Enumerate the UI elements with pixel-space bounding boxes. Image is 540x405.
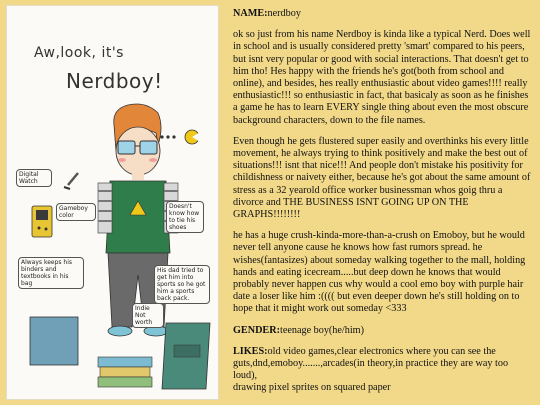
name-line (233, 8, 531, 20)
note-gameboy-color: Gameboy color (56, 203, 96, 221)
shirt (106, 181, 170, 253)
binder-icon (30, 317, 78, 365)
likes-continued: drawing pixel sprites on squared paper (233, 382, 391, 394)
drawing-title-line2: Nerdboy! (66, 69, 163, 93)
note-always-keeps: Always keeps his binders and textbooks in his bag (18, 257, 84, 289)
bio-paragraph-3: he has a huge crush-kinda-more-than-a-crush on Emoboy, but he would never tell anyone cause he knows how fast rumors spread. he wishes(fantasizes) about someday walking together to the mall, holding hands and eating icecream.....but deep down he knows that would probably never happen cus why would a cool emo boy with purple hair date a loser like him :(((( but even deeper down he's still holding on to hope that it might work out someday <333 (233, 230, 526, 315)
gender-value: teenage boy(he/him) (279, 324, 364, 336)
bio-paragraph-2: Even though he gets flustered super easily and overthinks his every little movement, he always trying to think positively and make the best out of situations!!! isnt that nice!!! And people don't mistake his positivity for childishness or naivety either, because he's got about the same amount of stress as a 32 yearold office worker businessman whos goig thru a divorce and THE BUSINESS ISNT GOING UP ON THE GRAPHS!!!!!!!! (233, 135, 531, 221)
name-label: NAME: (233, 8, 268, 19)
drawing-title-line1: Aw,look, it's (34, 45, 124, 61)
name-value: nerdboy (267, 8, 301, 19)
books-icon (98, 357, 152, 387)
gender-line (233, 325, 531, 337)
note-digital-watch: Digital Watch (16, 169, 52, 187)
sleeve-left (98, 183, 112, 233)
note-dad-tried: His dad tried to get him into sports so he got him a sports back pack. (154, 265, 210, 304)
note-indie: Indie Not worth (132, 303, 164, 328)
pacman-icon (160, 130, 200, 144)
likes-line (233, 346, 531, 395)
gender-label: GENDER: (233, 324, 280, 336)
likes-value: old video games,clear electronics where you can see the guts,dnd,emoboy.......,arcades(in theory,in practice they are way too loud), (233, 345, 509, 382)
likes-label: LIKES: (233, 345, 268, 357)
gameboy-icon (32, 206, 52, 237)
character-bio (233, 8, 531, 405)
sword-icon (64, 173, 78, 189)
note-doesnt-know: Doesn't know how to tie his shoes (166, 201, 204, 233)
character-drawing (6, 5, 219, 400)
shoe-left (108, 326, 132, 336)
bio-paragraph-1: ok so just from his name Nerdboy is kinda like a typical Nerd. Does well in school and is usually considered pretty 'smart' compared to his peers, but isnt very popular or good with social interactions. That doesn't get to him tho! Hes happy with the friends he's got(both from school and online), and besides, hes really enthusiastic about video games!!!! really enthusiastic!!! so enthusiastic in fact, that basicaly as soon as he finishes a game he has to learn EVERY single thing about even the most obscure background characters, down to the file names. (233, 29, 531, 126)
